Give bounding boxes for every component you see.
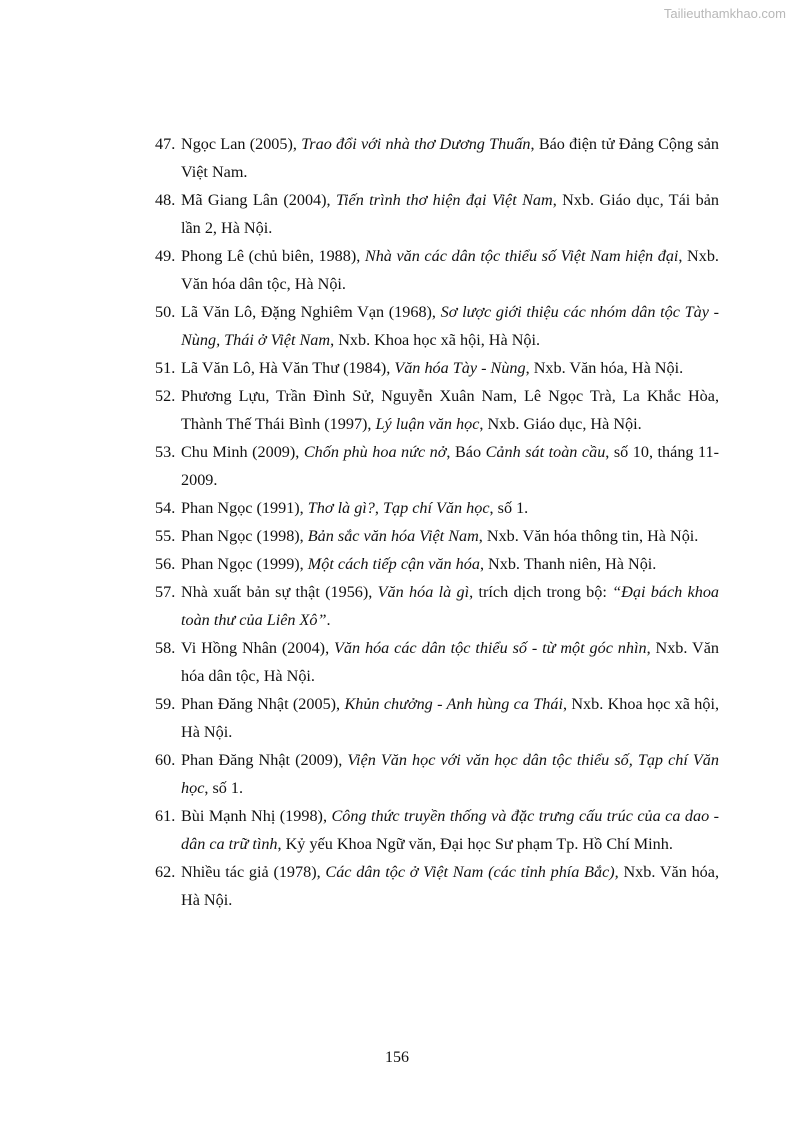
reference-title: Lý luận văn học (375, 415, 480, 433)
reference-publisher: , Nxb. Khoa học xã hội, Hà Nội. (181, 695, 720, 741)
reference-item (155, 382, 719, 438)
reference-publisher: , số 1. (204, 779, 244, 797)
reference-title: Bản sắc văn hóa Việt Nam (307, 527, 479, 545)
reference-number: 58. (155, 639, 176, 657)
reference-item (155, 354, 719, 382)
reference-title: Một cách tiếp cận văn hóa (307, 555, 480, 573)
reference-title: Sơ lược giới thiệu các nhóm dân tộc Tày - Nùng, Thái ở Việt Nam (181, 303, 719, 349)
reference-publisher: , Nxb. Khoa học xã hội, Hà Nội. (330, 331, 541, 349)
reference-author: Phan Đăng Nhật (2009), (181, 751, 348, 769)
reference-item (155, 522, 719, 550)
reference-connector: , Báo (446, 443, 486, 461)
reference-number: 47. (155, 135, 176, 153)
reference-number: 61. (155, 807, 176, 825)
reference-list (155, 130, 719, 914)
reference-title: Văn hóa là gì (377, 583, 470, 601)
reference-author: Phan Ngọc (1998), (181, 527, 308, 545)
reference-publisher: , Nxb. Thanh niên, Hà Nội. (479, 555, 657, 573)
reference-title: Văn hóa các dân tộc thiểu số - từ một góc nhìn (334, 639, 647, 657)
reference-publisher: , Nxb. Văn hóa, Hà Nội. (525, 359, 684, 377)
reference-title: Nhà văn các dân tộc thiểu số Việt Nam hiện đại (364, 247, 679, 265)
reference-author: Phong Lê (chủ biên, 1988), (181, 247, 365, 265)
reference-publisher: . (326, 611, 331, 629)
reference-number: 59. (155, 695, 176, 713)
reference-publisher: , số 1. (489, 499, 529, 517)
reference-number: 49. (155, 247, 176, 265)
reference-number: 56. (155, 555, 176, 573)
reference-author: Lã Văn Lô, Đặng Nghiêm Vạn (1968), (181, 303, 441, 321)
reference-item (155, 130, 719, 186)
reference-publisher: , Báo điện tử Đảng Cộng sản Việt Nam. (181, 135, 720, 181)
reference-title: Tiến trình thơ hiện đại Việt Nam (335, 191, 553, 209)
reference-number: 50. (155, 303, 176, 321)
reference-title: Khủn chưởng - Anh hùng ca Thái (344, 695, 563, 713)
reference-author: Phan Ngọc (1991), (181, 499, 308, 517)
reference-author: Phan Ngọc (1999), (181, 555, 308, 573)
reference-number: 62. (155, 863, 176, 881)
reference-item (155, 690, 719, 746)
reference-author: Nhà xuất bản sự thật (1956), (181, 583, 378, 601)
reference-author: Ngọc Lan (2005), (181, 135, 302, 153)
reference-publisher: Nxb. Văn hóa, Hà Nội. (181, 863, 719, 909)
reference-item (155, 242, 719, 298)
page-number: 156 (385, 1049, 409, 1066)
reference-item (155, 634, 719, 690)
reference-number: 53. (155, 443, 176, 461)
reference-number: 51. (155, 359, 176, 377)
reference-author: Bùi Mạnh Nhị (1998), (181, 807, 332, 825)
reference-author: Vi Hồng Nhân (2004), (181, 639, 335, 657)
reference-item (155, 186, 719, 242)
reference-number: 54. (155, 499, 176, 517)
reference-item (155, 858, 719, 914)
reference-title: Viện Văn học với văn học dân tộc thiểu số, Tạp chí Văn học (181, 751, 719, 797)
reference-item (155, 298, 719, 354)
reference-title: Công thức truyền thống và đặc trưng cấu trúc của ca dao - dân ca trữ tình (181, 807, 719, 853)
reference-number: 55. (155, 527, 176, 545)
reference-journal: Cảnh sát toàn cầu (485, 443, 606, 461)
reference-author: Phương Lựu, Trần Đình Sử, Nguyễn Xuân Nam, Lê Ngọc Trà, La Khắc Hòa, Thành Thế Thái Bình (1997), (181, 387, 719, 433)
reference-item (155, 578, 719, 634)
reference-publisher: , Nxb. Văn hóa dân tộc, Hà Nội. (181, 247, 719, 293)
reference-number: 57. (155, 583, 176, 601)
reference-publisher: , Nxb. Giáo dục, Tái bản lần 2, Hà Nội. (181, 191, 719, 237)
reference-author: Mã Giang Lân (2004), (181, 191, 336, 209)
reference-title: Văn hóa Tày - Nùng (394, 359, 526, 377)
reference-connector: , trích dịch trong bộ: (469, 583, 613, 601)
reference-title: Chốn phù hoa nức nở (303, 443, 447, 461)
reference-item (155, 494, 719, 522)
reference-title: Các dân tộc ở Việt Nam (các tỉnh phía Bắc), (325, 863, 619, 881)
reference-item (155, 802, 719, 858)
reference-publisher: , Nxb. Văn hóa dân tộc, Hà Nội. (181, 639, 720, 685)
reference-author: Chu Minh (2009), (181, 443, 304, 461)
reference-author: Nhiều tác giả (1978), (181, 863, 326, 881)
reference-publisher: , số 10, tháng 11-2009. (181, 443, 720, 489)
reference-publisher: , Nxb. Giáo dục, Hà Nội. (479, 415, 642, 433)
watermark: Tailieuthamkhao.com (663, 6, 786, 21)
reference-journal: Tạp chí Văn học (382, 499, 490, 517)
reference-number: 60. (155, 751, 176, 769)
reference-author: Phan Đăng Nhật (2005), (181, 695, 345, 713)
reference-title: Thơ là gì? (307, 499, 375, 517)
reference-item (155, 550, 719, 578)
reference-connector: , (374, 499, 383, 517)
reference-publisher: , Kỷ yếu Khoa Ngữ văn, Đại học Sư phạm Tp. Hồ Chí Minh. (277, 835, 673, 853)
reference-number: 48. (155, 191, 176, 209)
reference-item (155, 746, 719, 802)
reference-journal: “Đại bách khoa toàn thư của Liên Xô” (181, 583, 720, 629)
reference-title: Trao đổi với nhà thơ Dương Thuấn (301, 135, 531, 153)
reference-number: 52. (155, 387, 176, 405)
reference-item (155, 438, 719, 494)
reference-author: Lã Văn Lô, Hà Văn Thư (1984), (181, 359, 395, 377)
reference-publisher: , Nxb. Văn hóa thông tin, Hà Nội. (478, 527, 699, 545)
